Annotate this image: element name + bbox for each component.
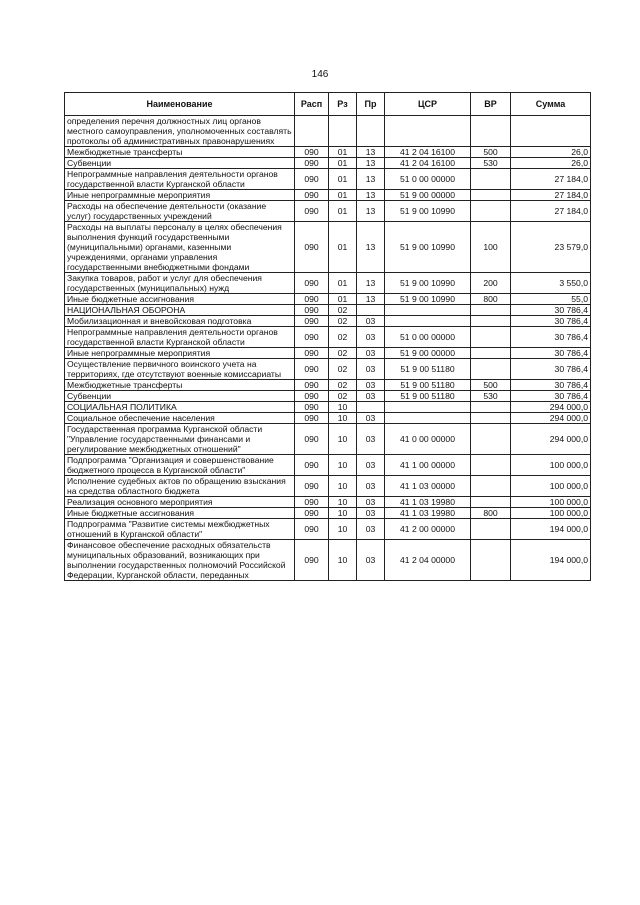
cell-pr xyxy=(357,305,385,316)
cell-pr: 13 xyxy=(357,201,385,222)
cell-sum: 30 786,4 xyxy=(511,380,591,391)
cell-rasp: 090 xyxy=(295,455,329,476)
cell-csr: 51 9 00 51180 xyxy=(385,391,471,402)
cell-sum: 194 000,0 xyxy=(511,540,591,581)
cell-sum: 294 000,0 xyxy=(511,424,591,455)
cell-csr: 51 0 00 00000 xyxy=(385,169,471,190)
cell-rasp: 090 xyxy=(295,222,329,273)
cell-rz: 10 xyxy=(329,413,357,424)
table-row xyxy=(65,273,591,294)
cell-csr: 51 9 00 51180 xyxy=(385,380,471,391)
budget-table xyxy=(64,92,591,581)
cell-name: Межбюджетные трансферты xyxy=(65,147,295,158)
cell-name: Непрограммные направления деятельности органов государственной власти Курганской области xyxy=(65,169,295,190)
cell-name: Исполнение судебных актов по обращению взыскания на средства областного бюджета xyxy=(65,476,295,497)
cell-csr: 41 2 04 00000 xyxy=(385,540,471,581)
cell-pr: 13 xyxy=(357,190,385,201)
cell-rz: 10 xyxy=(329,508,357,519)
table-row xyxy=(65,380,591,391)
cell-rz: 02 xyxy=(329,327,357,348)
cell-pr: 13 xyxy=(357,169,385,190)
cell-pr: 03 xyxy=(357,391,385,402)
cell-vr xyxy=(471,327,511,348)
cell-rz: 02 xyxy=(329,348,357,359)
cell-rasp xyxy=(295,116,329,147)
cell-sum: 27 184,0 xyxy=(511,169,591,190)
cell-vr: 500 xyxy=(471,380,511,391)
cell-pr: 03 xyxy=(357,497,385,508)
cell-rz xyxy=(329,116,357,147)
cell-name: определения перечня должностных лиц органов местного самоуправления, уполномоченных составлять протоколы об административных правонарушениях xyxy=(65,116,295,147)
cell-rasp: 090 xyxy=(295,169,329,190)
table-row xyxy=(65,348,591,359)
cell-rasp: 090 xyxy=(295,273,329,294)
cell-rasp: 090 xyxy=(295,540,329,581)
cell-pr: 13 xyxy=(357,147,385,158)
cell-csr: 41 1 03 19980 xyxy=(385,508,471,519)
cell-rz: 01 xyxy=(329,169,357,190)
cell-rz: 10 xyxy=(329,519,357,540)
cell-name: Расходы на выплаты персоналу в целях обеспечения выполнения функций государственными (муниципальными) органами, казенными учреждениями, органами управления государственными внебюджетными фондами xyxy=(65,222,295,273)
cell-name: Закупка товаров, работ и услуг для обеспечения государственных (муниципальных) нужд xyxy=(65,273,295,294)
cell-pr: 13 xyxy=(357,273,385,294)
cell-name: Реализация основного мероприятия xyxy=(65,497,295,508)
cell-rz: 01 xyxy=(329,273,357,294)
cell-name: Расходы на обеспечение деятельности (оказание услуг) государственных учреждений xyxy=(65,201,295,222)
cell-rasp: 090 xyxy=(295,424,329,455)
cell-name: Непрограммные направления деятельности органов государственной власти Курганской области xyxy=(65,327,295,348)
cell-rz: 01 xyxy=(329,190,357,201)
cell-sum: 30 786,4 xyxy=(511,391,591,402)
table-row xyxy=(65,413,591,424)
cell-name: Субвенции xyxy=(65,158,295,169)
cell-rasp: 090 xyxy=(295,190,329,201)
table-row xyxy=(65,327,591,348)
header-vr: ВР xyxy=(471,93,511,116)
table-row xyxy=(65,497,591,508)
cell-rz: 02 xyxy=(329,305,357,316)
cell-rz: 10 xyxy=(329,424,357,455)
cell-sum: 27 184,0 xyxy=(511,201,591,222)
cell-sum: 26,0 xyxy=(511,147,591,158)
cell-rasp: 090 xyxy=(295,476,329,497)
cell-rz: 01 xyxy=(329,147,357,158)
cell-vr: 530 xyxy=(471,391,511,402)
cell-sum: 55,0 xyxy=(511,294,591,305)
cell-vr xyxy=(471,316,511,327)
cell-name: Субвенции xyxy=(65,391,295,402)
table-row xyxy=(65,519,591,540)
cell-csr: 51 9 00 10990 xyxy=(385,201,471,222)
table-row xyxy=(65,391,591,402)
cell-pr: 13 xyxy=(357,294,385,305)
cell-csr: 51 9 00 10990 xyxy=(385,222,471,273)
cell-vr: 200 xyxy=(471,273,511,294)
cell-vr xyxy=(471,359,511,380)
cell-sum: 26,0 xyxy=(511,158,591,169)
cell-rasp: 090 xyxy=(295,294,329,305)
header-pr: Пр xyxy=(357,93,385,116)
cell-sum: 294 000,0 xyxy=(511,413,591,424)
cell-pr: 03 xyxy=(357,327,385,348)
cell-sum: 30 786,4 xyxy=(511,327,591,348)
cell-rasp: 090 xyxy=(295,158,329,169)
cell-csr xyxy=(385,316,471,327)
cell-rasp: 090 xyxy=(295,391,329,402)
cell-pr xyxy=(357,402,385,413)
cell-csr xyxy=(385,413,471,424)
cell-rz: 01 xyxy=(329,222,357,273)
cell-csr: 51 9 00 00000 xyxy=(385,348,471,359)
table-row xyxy=(65,359,591,380)
cell-pr: 03 xyxy=(357,348,385,359)
cell-rz: 01 xyxy=(329,201,357,222)
cell-name: Иные непрограммные мероприятия xyxy=(65,190,295,201)
cell-vr: 800 xyxy=(471,508,511,519)
cell-name: НАЦИОНАЛЬНАЯ ОБОРОНА xyxy=(65,305,295,316)
cell-csr xyxy=(385,305,471,316)
cell-pr: 03 xyxy=(357,316,385,327)
cell-pr: 03 xyxy=(357,508,385,519)
cell-pr: 03 xyxy=(357,359,385,380)
table-row xyxy=(65,476,591,497)
table-row xyxy=(65,201,591,222)
cell-rasp: 090 xyxy=(295,316,329,327)
cell-name: Межбюджетные трансферты xyxy=(65,380,295,391)
cell-rz: 02 xyxy=(329,359,357,380)
cell-csr: 51 9 00 10990 xyxy=(385,273,471,294)
cell-rasp: 090 xyxy=(295,519,329,540)
cell-rasp: 090 xyxy=(295,327,329,348)
cell-vr xyxy=(471,201,511,222)
cell-sum: 30 786,4 xyxy=(511,316,591,327)
cell-csr: 51 9 00 10990 xyxy=(385,294,471,305)
cell-csr xyxy=(385,402,471,413)
header-name: Наименование xyxy=(65,93,295,116)
cell-name: Осуществление первичного воинского учета на территориях, где отсутствуют военные комиссариаты xyxy=(65,359,295,380)
header-rasp: Расп xyxy=(295,93,329,116)
cell-name: Иные непрограммные мероприятия xyxy=(65,348,295,359)
cell-vr xyxy=(471,497,511,508)
cell-rz: 10 xyxy=(329,476,357,497)
cell-csr: 41 1 00 00000 xyxy=(385,455,471,476)
cell-vr xyxy=(471,519,511,540)
cell-pr xyxy=(357,116,385,147)
cell-pr: 03 xyxy=(357,519,385,540)
cell-vr: 800 xyxy=(471,294,511,305)
cell-name: Иные бюджетные ассигнования xyxy=(65,508,295,519)
header-rz: Рз xyxy=(329,93,357,116)
cell-sum: 100 000,0 xyxy=(511,497,591,508)
cell-vr xyxy=(471,169,511,190)
cell-csr: 51 9 00 51180 xyxy=(385,359,471,380)
cell-pr: 03 xyxy=(357,380,385,391)
cell-vr: 100 xyxy=(471,222,511,273)
cell-rasp: 090 xyxy=(295,497,329,508)
cell-vr xyxy=(471,476,511,497)
cell-vr xyxy=(471,305,511,316)
cell-rz: 10 xyxy=(329,540,357,581)
cell-vr: 500 xyxy=(471,147,511,158)
cell-name: Подпрограмма "Организация и совершенствование бюджетного процесса в Курганской области" xyxy=(65,455,295,476)
cell-rz: 01 xyxy=(329,158,357,169)
cell-csr: 41 1 03 00000 xyxy=(385,476,471,497)
cell-name: Иные бюджетные ассигнования xyxy=(65,294,295,305)
table-row xyxy=(65,540,591,581)
cell-rasp: 090 xyxy=(295,380,329,391)
cell-csr: 41 2 04 16100 xyxy=(385,158,471,169)
cell-name: Социальное обеспечение населения xyxy=(65,413,295,424)
table-row xyxy=(65,424,591,455)
cell-vr xyxy=(471,348,511,359)
cell-sum: 30 786,4 xyxy=(511,305,591,316)
cell-vr xyxy=(471,402,511,413)
header-sum: Сумма xyxy=(511,93,591,116)
cell-pr: 03 xyxy=(357,476,385,497)
cell-csr: 51 9 00 00000 xyxy=(385,190,471,201)
cell-sum: 27 184,0 xyxy=(511,190,591,201)
cell-sum: 194 000,0 xyxy=(511,519,591,540)
table-row xyxy=(65,190,591,201)
cell-pr: 03 xyxy=(357,413,385,424)
cell-sum xyxy=(511,116,591,147)
table-row xyxy=(65,294,591,305)
cell-csr: 51 0 00 00000 xyxy=(385,327,471,348)
table-row xyxy=(65,455,591,476)
cell-rasp: 090 xyxy=(295,413,329,424)
header-csr: ЦСР xyxy=(385,93,471,116)
table-row xyxy=(65,147,591,158)
cell-rz: 02 xyxy=(329,380,357,391)
table-row xyxy=(65,305,591,316)
page-number: 146 xyxy=(311,69,329,80)
cell-name: Мобилизационная и вневойсковая подготовка xyxy=(65,316,295,327)
cell-sum: 100 000,0 xyxy=(511,455,591,476)
table-row xyxy=(65,402,591,413)
cell-pr: 03 xyxy=(357,424,385,455)
cell-pr: 03 xyxy=(357,540,385,581)
cell-rz: 10 xyxy=(329,497,357,508)
cell-sum: 30 786,4 xyxy=(511,348,591,359)
cell-rasp: 090 xyxy=(295,508,329,519)
cell-pr: 13 xyxy=(357,158,385,169)
cell-name: Финансовое обеспечение расходных обязательств муниципальных образований, возникающих при выполнении государственных полномочий Российской Федерации, Курганской области, переданных xyxy=(65,540,295,581)
cell-vr xyxy=(471,540,511,581)
cell-rz: 01 xyxy=(329,294,357,305)
cell-rasp: 090 xyxy=(295,359,329,380)
table-row xyxy=(65,222,591,273)
cell-csr: 41 0 00 00000 xyxy=(385,424,471,455)
cell-rasp: 090 xyxy=(295,348,329,359)
cell-sum: 294 000,0 xyxy=(511,402,591,413)
cell-sum: 100 000,0 xyxy=(511,508,591,519)
cell-rz: 02 xyxy=(329,316,357,327)
cell-sum: 23 579,0 xyxy=(511,222,591,273)
cell-rz: 10 xyxy=(329,402,357,413)
cell-csr: 41 1 03 19980 xyxy=(385,497,471,508)
cell-csr: 41 2 00 00000 xyxy=(385,519,471,540)
cell-vr xyxy=(471,190,511,201)
cell-vr xyxy=(471,455,511,476)
table-row xyxy=(65,158,591,169)
cell-vr xyxy=(471,116,511,147)
table-row xyxy=(65,316,591,327)
cell-csr: 41 2 04 16100 xyxy=(385,147,471,158)
cell-rasp: 090 xyxy=(295,147,329,158)
cell-vr xyxy=(471,424,511,455)
cell-rz: 10 xyxy=(329,455,357,476)
cell-rasp: 090 xyxy=(295,305,329,316)
cell-name: Подпрограмма "Развитие системы межбюджетных отношений в Курганской области" xyxy=(65,519,295,540)
cell-sum: 3 550,0 xyxy=(511,273,591,294)
cell-csr xyxy=(385,116,471,147)
cell-vr: 530 xyxy=(471,158,511,169)
cell-pr: 13 xyxy=(357,222,385,273)
table-body xyxy=(65,116,591,581)
cell-sum: 100 000,0 xyxy=(511,476,591,497)
cell-name: Государственная программа Курганской области "Управление государственными финансами и регулирование межбюджетных отношений" xyxy=(65,424,295,455)
table-row xyxy=(65,508,591,519)
cell-pr: 03 xyxy=(357,455,385,476)
cell-name: СОЦИАЛЬНАЯ ПОЛИТИКА xyxy=(65,402,295,413)
cell-rasp: 090 xyxy=(295,402,329,413)
cell-rz: 02 xyxy=(329,391,357,402)
table-header-row xyxy=(65,93,591,116)
table-row xyxy=(65,169,591,190)
cell-sum: 30 786,4 xyxy=(511,359,591,380)
cell-vr xyxy=(471,413,511,424)
table-row xyxy=(65,116,591,147)
cell-rasp: 090 xyxy=(295,201,329,222)
